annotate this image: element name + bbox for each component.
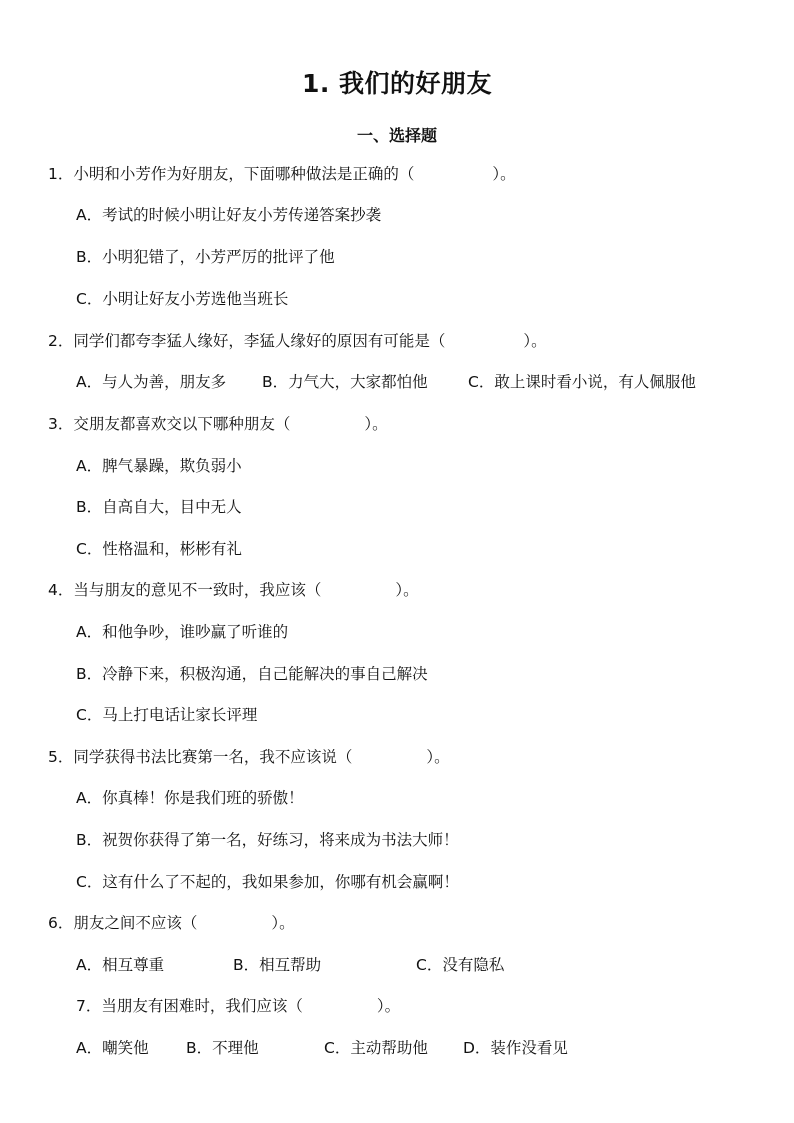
section-heading: 一、选择题 [356,126,437,145]
question-2-option-c: C．敢上课时看小说，有人佩服他 [468,373,696,391]
question-2-option-a: A．与人为善，朋友多 [76,373,227,391]
question-7-option-c: C．主动帮助他 [324,1039,428,1057]
question-6-stem: 6．朋友之间不应该（ [48,914,198,932]
question-7-options [76,1038,568,1058]
question-5-option-a: A．你真棒！你是我们班的骄傲！ [76,789,304,807]
question-7-option-b: B．不理他 [186,1039,259,1057]
question-5 [48,747,450,767]
question-2-option-b: B．力气大，大家都怕他 [262,373,428,391]
question-7-option-d: D．装作没看见 [463,1039,568,1057]
question-2-options [76,372,696,392]
question-1-stem: 1．小明和小芳作为好朋友，下面哪种做法是正确的（ [48,165,415,183]
question-3-option-a: A．脾气暴躁，欺负弱小 [76,457,242,475]
question-4-option-a: A．和他争吵，谁吵赢了听谁的 [76,623,289,641]
question-4-stem: 4．当与朋友的意见不一致时，我应该（ [48,581,322,599]
question-2-stem-end: ）。 [523,332,547,350]
question-6-stem-end: ）。 [271,914,295,932]
question-7 [76,996,400,1016]
question-1-stem-end: ）。 [492,165,516,183]
question-5-option-b: B．祝贺你获得了第一名，好练习，将来成为书法大师！ [76,831,459,849]
question-1-option-b: B．小明犯错了，小芳严厉的批评了他 [76,248,335,266]
question-7-option-a: A．嘲笑他 [76,1039,149,1057]
question-3-stem: 3．交朋友都喜欢交以下哪种朋友（ [48,415,291,433]
question-6-option-c: C．没有隐私 [416,956,505,974]
question-6-options [76,955,504,975]
page-title: 1. 我们的好朋友 [301,69,493,98]
question-3-option-b: B．自高自大，目中无人 [76,498,242,516]
question-7-stem-end: ）。 [376,997,401,1015]
question-4-option-c: C．马上打电话让家长评理 [76,706,258,724]
question-4 [48,580,419,600]
question-6 [48,913,295,933]
question-7-stem: 7．当朋友有困难时，我们应该（ [76,997,303,1015]
question-3 [48,414,388,434]
question-3-stem-end: ）。 [364,415,388,433]
question-5-option-c: C．这有什么了不起的，我如果参加，你哪有机会赢啊！ [76,873,459,891]
question-5-stem-end: ）。 [426,748,450,766]
question-1-option-a: A．考试的时候小明让好友小芳传递答案抄袭 [76,206,382,224]
question-1 [48,164,516,184]
question-6-option-b: B．相互帮助 [233,956,322,974]
question-4-stem-end: ）。 [395,581,419,599]
question-5-stem: 5．同学获得书法比赛第一名，我不应该说（ [48,748,353,766]
question-6-option-a: A．相互尊重 [76,956,165,974]
question-3-option-c: C．性格温和，彬彬有礼 [76,540,242,558]
question-1-option-c: C．小明让好友小芳选他当班长 [76,290,289,308]
question-4-option-b: B．冷静下来，积极沟通，自己能解决的事自己解决 [76,665,428,683]
question-2 [48,331,547,351]
question-2-stem: 2．同学们都夸李猛人缘好，李猛人缘好的原因有可能是（ [48,332,446,350]
